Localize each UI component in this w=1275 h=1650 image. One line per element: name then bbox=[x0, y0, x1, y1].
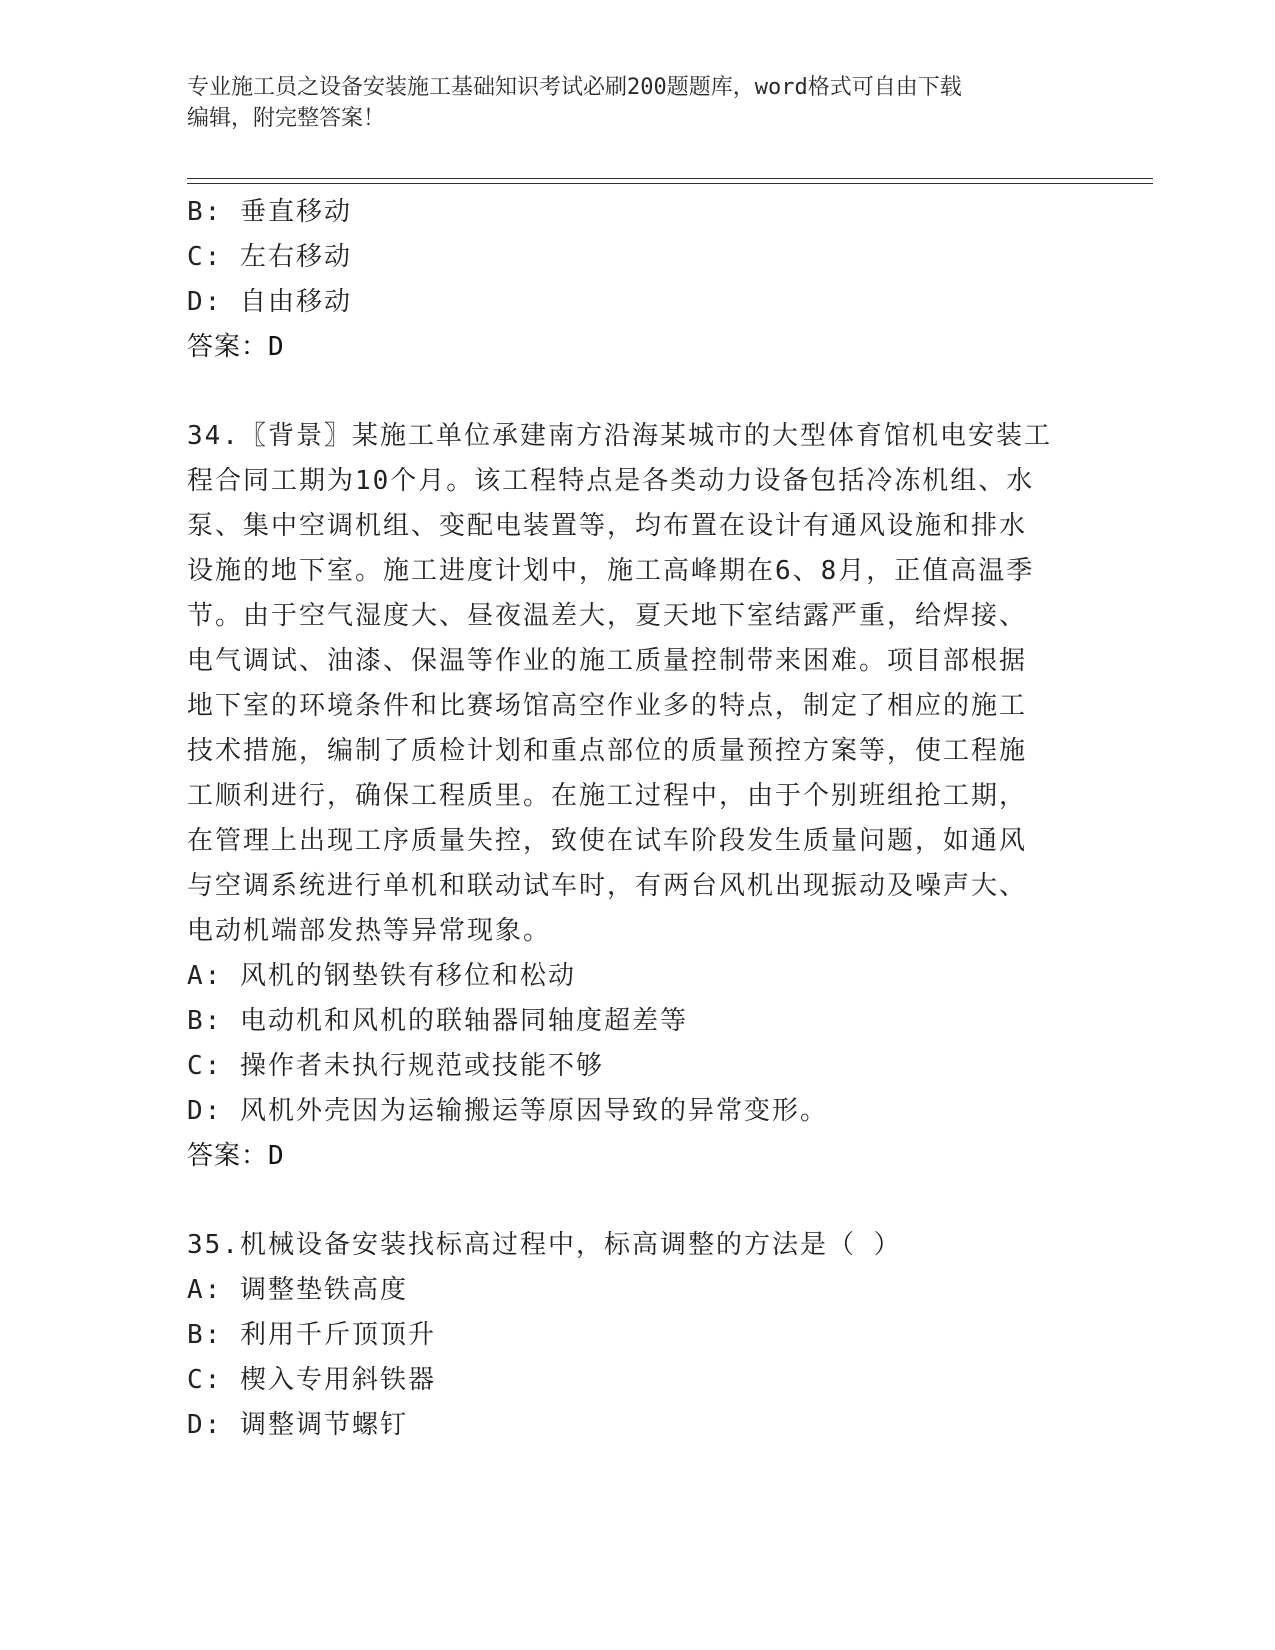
question-stem-line: 设施的地下室。施工进度计划中，施工高峰期在6、8月，正值高温季 bbox=[187, 556, 1035, 586]
option-c: C: 操作者未执行规范或技能不够 bbox=[187, 1051, 604, 1081]
option-b: B: 利用千斤顶顶升 bbox=[187, 1320, 436, 1350]
header-rule-top bbox=[187, 178, 1153, 179]
question-34 bbox=[187, 414, 1087, 1179]
page-header bbox=[187, 72, 1067, 134]
question-stem-line: 电气调试、油漆、保温等作业的施工质量控制带来困难。项目部根据 bbox=[187, 646, 1028, 676]
question-content bbox=[187, 190, 1087, 1448]
question-stem-line: 地下室的环境条件和比赛场馆高空作业多的特点，制定了相应的施工 bbox=[187, 691, 1028, 721]
option-b: B: 垂直移动 bbox=[187, 197, 352, 227]
question-stem-line: 节。由于空气湿度大、昼夜温差大，夏天地下室结露严重，给焊接、 bbox=[187, 601, 1028, 631]
spacer bbox=[187, 1179, 1087, 1223]
question-stem-line: 程合同工期为10个月。该工程特点是各类动力设备包括冷冻机组、水 bbox=[187, 466, 1035, 496]
question-stem-line: 在管理上出现工序质量失控，致使在试车阶段发生质量问题，如通风 bbox=[187, 826, 1028, 856]
question-stem-line: 技术措施，编制了质检计划和重点部位的质量预控方案等，使工程施 bbox=[187, 736, 1028, 766]
answer: 答案：D bbox=[187, 1141, 285, 1171]
option-c: C: 左右移动 bbox=[187, 242, 352, 272]
question-stem-line: 34.〖背景〗某施工单位承建南方沿海某城市的大型体育馆机电安装工 bbox=[187, 421, 1052, 451]
option-a: A: 风机的钢垫铁有移位和松动 bbox=[187, 961, 576, 991]
question-stem-line: 工顺利进行，确保工程质里。在施工过程中，由于个别班组抢工期， bbox=[187, 781, 1028, 811]
header-title-line-2: 编辑，附完整答案！ bbox=[187, 106, 386, 131]
option-d: D: 调整调节螺钉 bbox=[187, 1410, 408, 1440]
question-stem-line: 电动机端部发热等异常现象。 bbox=[187, 916, 552, 946]
option-d: D: 自由移动 bbox=[187, 287, 352, 317]
question-33-tail bbox=[187, 190, 1087, 370]
option-d: D: 风机外壳因为运输搬运等原因导致的异常变形。 bbox=[187, 1096, 828, 1126]
question-stem-line: 泵、集中空调机组、变配电装置等，均布置在设计有通风设施和排水 bbox=[187, 511, 1028, 541]
header-title-line-1: 专业施工员之设备安装施工基础知识考试必刷200题题库，word格式可自由下载 bbox=[187, 75, 962, 100]
option-b: B: 电动机和风机的联轴器同轴度超差等 bbox=[187, 1006, 688, 1036]
spacer bbox=[187, 370, 1087, 414]
answer: 答案：D bbox=[187, 332, 285, 362]
question-35 bbox=[187, 1223, 1087, 1448]
option-a: A: 调整垫铁高度 bbox=[187, 1275, 408, 1305]
header-rule-bottom bbox=[187, 183, 1153, 184]
question-stem-line: 与空调系统进行单机和联动试车时，有两台风机出现振动及噪声大、 bbox=[187, 871, 1028, 901]
option-c: C: 楔入专用斜铁器 bbox=[187, 1365, 436, 1395]
question-stem-line: 35.机械设备安装找标高过程中，标高调整的方法是（ ） bbox=[187, 1230, 902, 1260]
